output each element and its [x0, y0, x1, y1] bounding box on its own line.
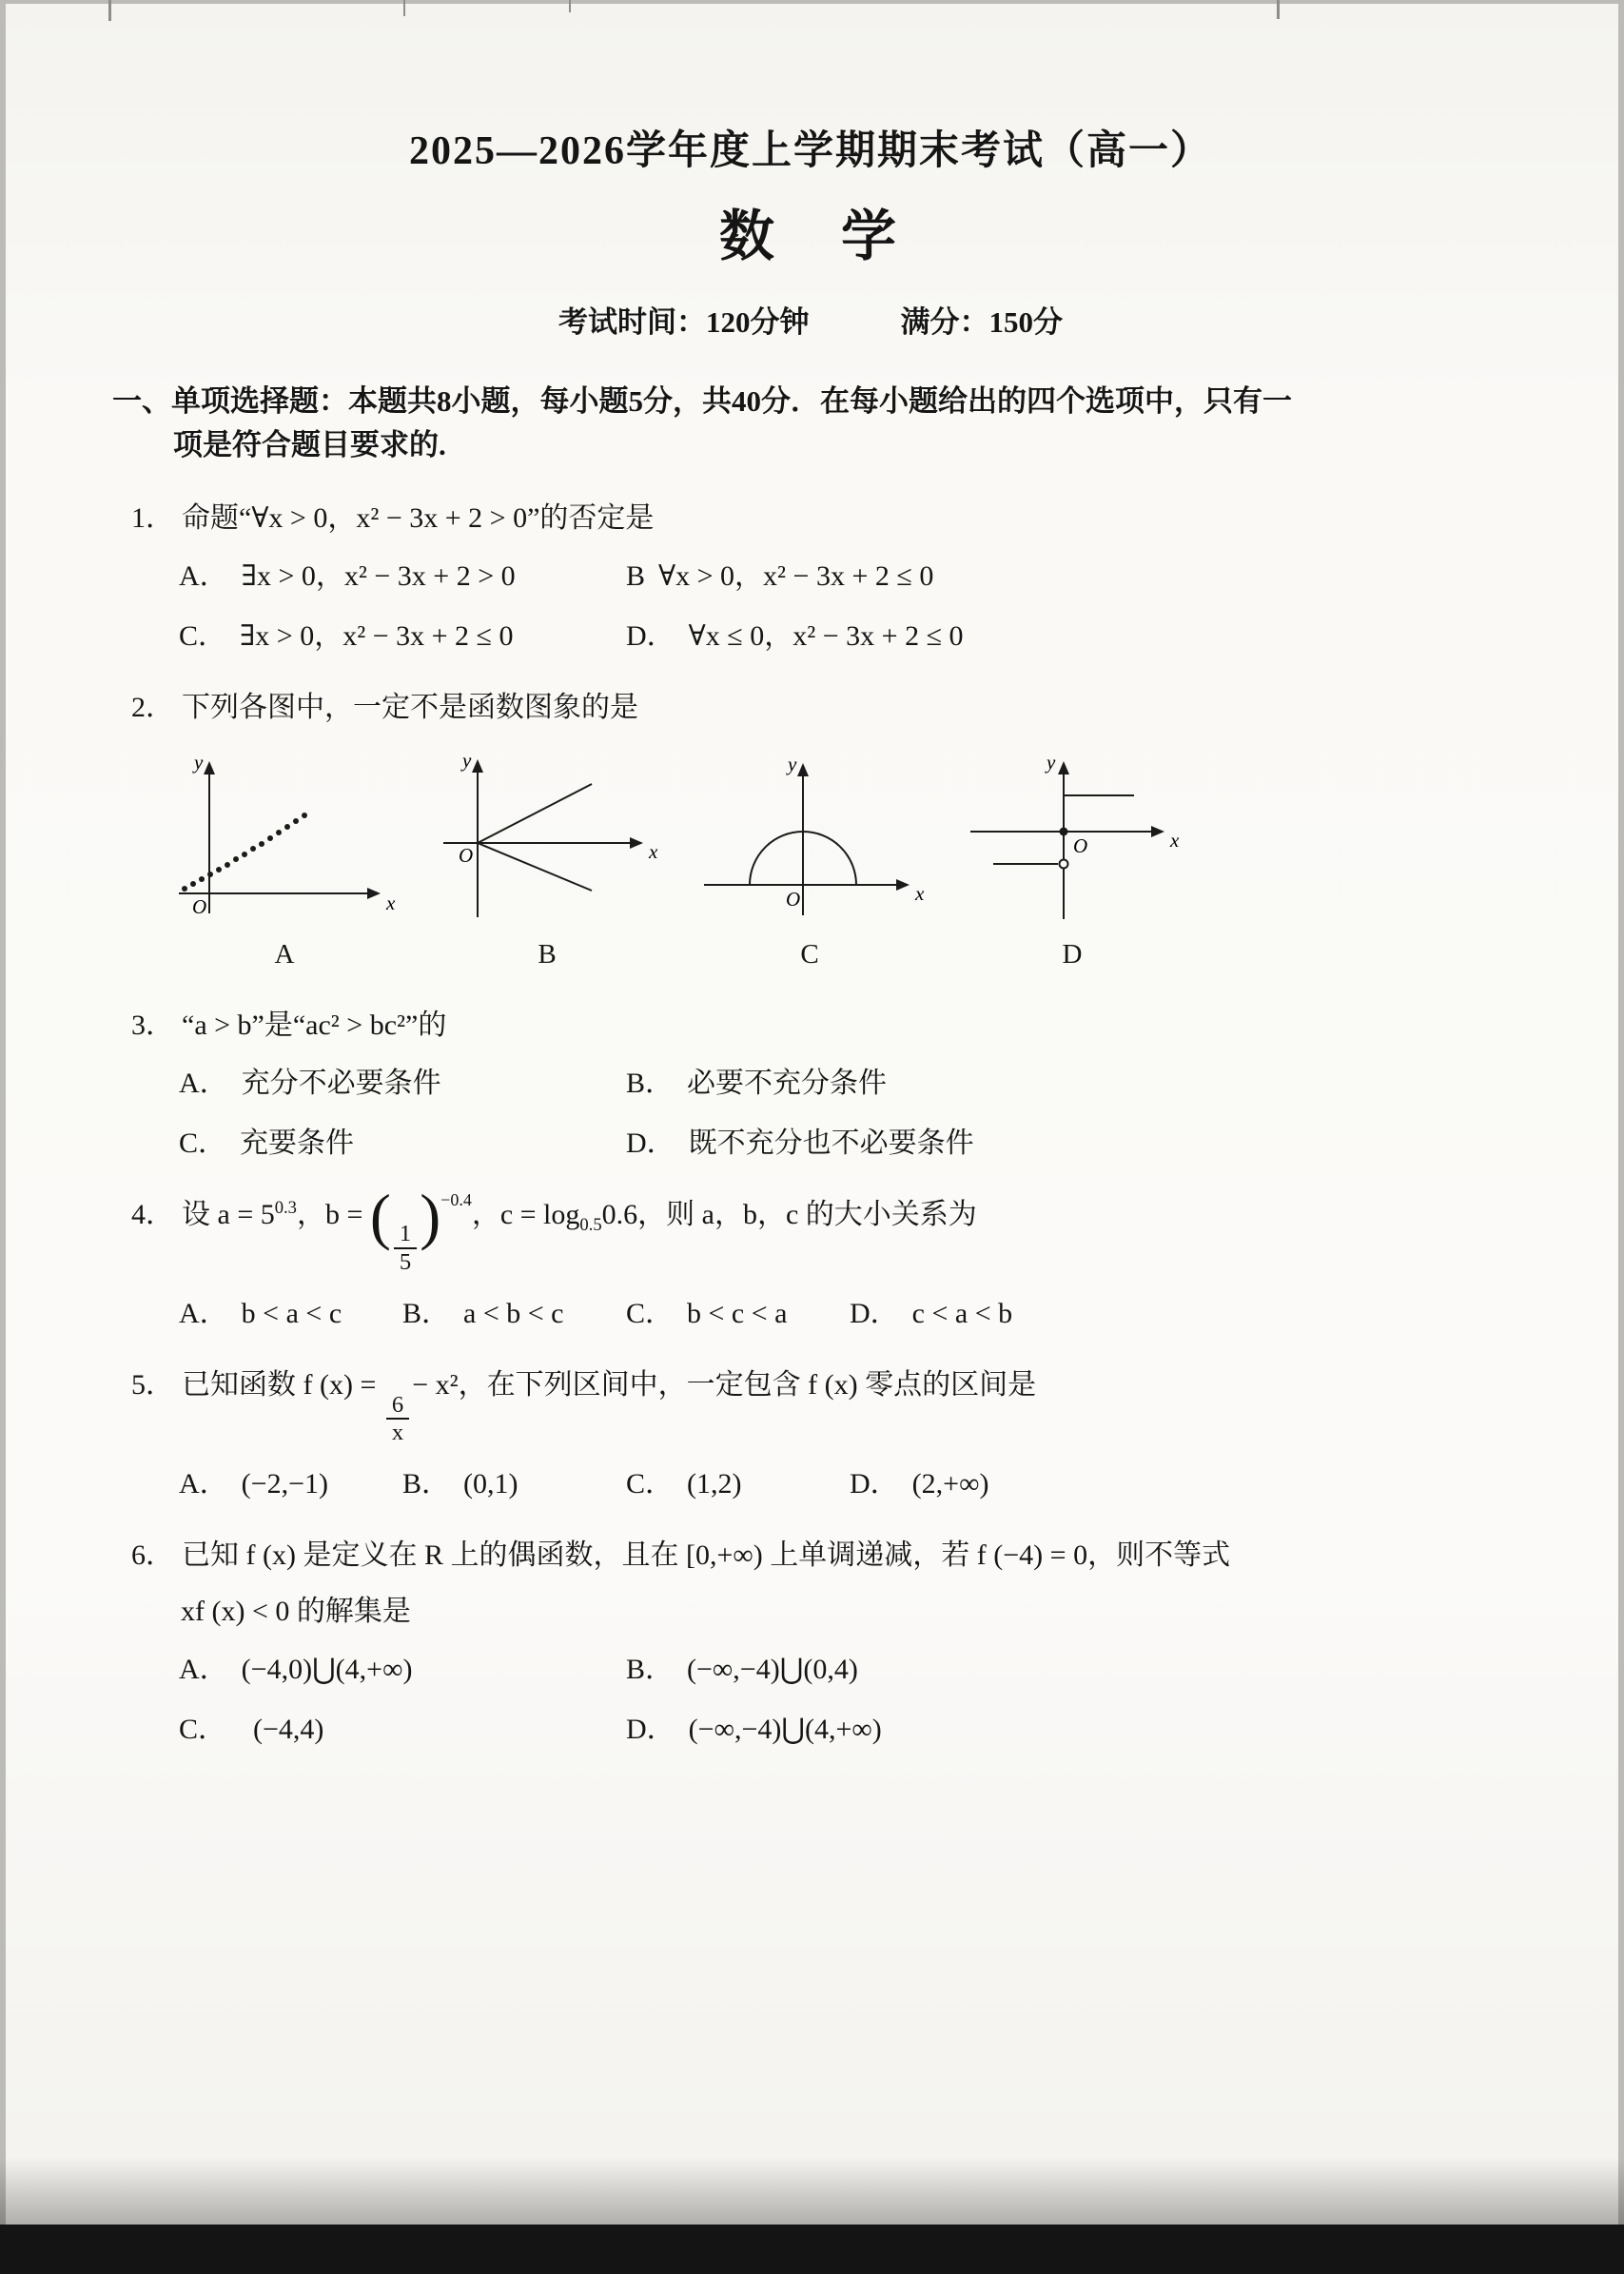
edge-mark [403, 0, 405, 16]
question-text: 下列各图中，一定不是函数图象的是 [182, 691, 638, 723]
section-heading-line1: 一、单项选择题：本题共8小题，每小题5分，共40分．在每小题给出的四个选项中，只有一 [112, 383, 1292, 418]
option-label: D． [626, 1714, 675, 1746]
origin-label: O [786, 887, 801, 911]
q6-option-d [626, 1708, 1509, 1751]
q1-option-c [179, 615, 626, 657]
q5-lead: 已知函数 f (x) = [182, 1369, 383, 1402]
question-number: 4． [131, 1199, 174, 1230]
fraction-numerator: 6 [386, 1393, 409, 1421]
exam-meta [112, 301, 1509, 345]
question-number: 2． [131, 691, 174, 723]
question-5-stem [131, 1363, 1509, 1445]
q4-option-b [402, 1292, 626, 1335]
axis-label-y: y [462, 748, 472, 772]
option-label: A． [179, 1654, 228, 1686]
q6-option-c [179, 1708, 626, 1751]
question-5 [131, 1363, 1509, 1505]
option-text: 充分不必要条件 [241, 1068, 441, 1099]
q4-tail: ，则 a，b，c 的大小关系为 [637, 1199, 977, 1230]
option-text: 必要不充分条件 [687, 1068, 888, 1099]
edge-mark [1277, 0, 1280, 19]
option-text: 既不充分也不必要条件 [688, 1127, 974, 1159]
q5-after: − x²，在下列区间中，一定包含 f (x) 零点的区间是 [412, 1369, 1037, 1402]
edge-mark [108, 0, 111, 21]
axis-label-x: x [386, 891, 396, 914]
origin-label: O [192, 894, 207, 918]
exam-subject: 数 学 [718, 206, 902, 267]
graph-b [422, 746, 672, 976]
q3-option-b [626, 1062, 1509, 1105]
option-label: A． [179, 1298, 228, 1330]
option-text: (−∞,−4)⋃(4,+∞) [688, 1714, 882, 1746]
q5-option-b [402, 1462, 626, 1505]
axis-label-y: y [788, 752, 797, 775]
graph-d [948, 746, 1197, 976]
option-text: (−4,4) [253, 1714, 324, 1746]
q5-option-c [626, 1462, 850, 1505]
q6-option-b [626, 1648, 1509, 1691]
option-text: a < b < c [463, 1298, 564, 1330]
exam-content [112, 122, 1509, 1751]
exam-title: 2025—2026学年度上学期期末考试（高一） [408, 129, 1212, 173]
question-5-options [179, 1462, 1509, 1505]
graph-a [160, 746, 409, 976]
question-number: 1． [131, 501, 174, 534]
q6-option-a [179, 1648, 626, 1691]
question-3-stem [131, 1004, 1509, 1047]
question-3 [131, 1004, 1509, 1165]
option-text: (2,+∞) [911, 1468, 989, 1500]
option-label: D． [626, 619, 675, 652]
option-text: (0,1) [463, 1468, 519, 1500]
question-6-stem [131, 1534, 1509, 1577]
question-2 [131, 686, 1509, 976]
fraction-denominator: 5 [399, 1249, 412, 1276]
option-text: b < a < c [241, 1298, 342, 1330]
option-label: C． [626, 1298, 675, 1330]
graph-d-svg [948, 746, 1197, 932]
option-label: B． [402, 1298, 451, 1330]
option-label: C． [179, 619, 227, 652]
axis-label-y: y [194, 750, 204, 774]
origin-label: O [1073, 833, 1088, 857]
fraction-numerator: 1 [394, 1222, 417, 1249]
option-text: (−2,−1) [241, 1468, 328, 1500]
graph-a-caption: A [274, 938, 295, 970]
q4-option-d [850, 1292, 1073, 1335]
option-text: ∀x ≤ 0，x² − 3x + 2 ≤ 0 [688, 619, 964, 652]
option-text: ∃x > 0，x² − 3x + 2 ≤ 0 [240, 619, 514, 652]
question-text: 命题“∀x > 0，x² − 3x + 2 > 0”的否定是 [182, 501, 655, 534]
big-paren-close: ) [420, 1182, 441, 1252]
graph-d-caption: D [1062, 938, 1083, 970]
section-heading-line2: 项是符合题目要求的. [173, 428, 446, 461]
exam-duration: 考试时间：120分钟 [558, 305, 810, 339]
option-label: D． [850, 1468, 899, 1500]
q4-c-pre: ，c = log [471, 1199, 580, 1230]
question-6 [131, 1534, 1509, 1751]
option-label: A． [179, 1068, 228, 1099]
q4-exponent-b: −0.4 [440, 1190, 472, 1210]
exam-total-score: 满分：150分 [900, 305, 1063, 339]
option-label: C． [179, 1127, 227, 1159]
q6-stem-line1: 已知 f (x) 是定义在 R 上的偶函数，且在 [0,+∞) 上单调递减，若 f (−4) = 0，则不等式 [182, 1539, 1231, 1572]
question-2-stem [131, 686, 1509, 729]
option-label: A． [179, 559, 228, 592]
option-text: ∃x > 0，x² − 3x + 2 > 0 [241, 559, 516, 592]
q3-option-a [179, 1062, 626, 1105]
option-label: B． [402, 1468, 451, 1500]
question-1-stem [131, 497, 1509, 539]
q4-option-c [626, 1292, 850, 1335]
option-text: 充要条件 [240, 1127, 355, 1159]
axis-label-y: y [1047, 750, 1056, 774]
question-1-options [179, 555, 1509, 657]
q4-c-value: 0.6 [601, 1199, 638, 1230]
question-6-options [179, 1648, 1509, 1751]
q1-option-d [626, 615, 1509, 657]
photo-bottom-edge [0, 2225, 1624, 2274]
option-text: (−∞,−4)⋃(0,4) [687, 1654, 858, 1686]
q4-b-pre: ，b = [296, 1199, 370, 1230]
question-4 [131, 1182, 1509, 1335]
q5-option-d [850, 1462, 1073, 1505]
question-number: 6． [131, 1539, 174, 1572]
q4-exponent-a: 0.3 [274, 1198, 297, 1218]
graph-c [685, 746, 934, 976]
graph-c-caption: C [800, 938, 819, 970]
q3-option-c [179, 1122, 626, 1165]
q1-option-b [626, 555, 1509, 598]
fraction-denominator: x [391, 1420, 404, 1446]
question-2-graphs [160, 746, 1509, 976]
option-text: ∀x > 0，x² − 3x + 2 ≤ 0 [658, 559, 934, 592]
graph-b-caption: B [538, 938, 557, 970]
question-text: “a > b”是“ac² > bc²”的 [182, 1010, 447, 1041]
option-label: C． [179, 1714, 227, 1746]
axis-label-x: x [915, 881, 925, 905]
option-text: (−4,0)⋃(4,+∞) [241, 1654, 413, 1686]
q4-option-a [179, 1292, 402, 1335]
q1-option-a [179, 555, 626, 598]
option-text: (1,2) [687, 1468, 742, 1500]
option-label: D． [850, 1298, 899, 1330]
option-text: c < a < b [911, 1298, 1013, 1330]
question-number: 5． [131, 1369, 174, 1402]
question-number: 3． [131, 1010, 174, 1041]
option-label: D． [626, 1127, 675, 1159]
edge-mark [569, 0, 571, 12]
graph-b-svg [422, 746, 672, 932]
q4-lead: 设 a = 5 [182, 1199, 275, 1230]
option-label: B． [626, 1654, 675, 1686]
option-label: B． [626, 1068, 675, 1099]
question-6-stem-line2: xf (x) < 0 的解集是 [181, 1596, 411, 1628]
graph-a-svg [160, 746, 409, 932]
question-4-stem [131, 1182, 1509, 1276]
q3-option-d [626, 1122, 1509, 1165]
option-label: C． [626, 1468, 675, 1500]
question-3-options [179, 1062, 1509, 1165]
fraction-one-fifth [394, 1222, 417, 1275]
q5-option-a [179, 1462, 402, 1505]
option-label: B [626, 559, 646, 592]
axis-label-x: x [1170, 828, 1180, 852]
question-1 [131, 497, 1509, 657]
q4-log-base: 0.5 [579, 1215, 602, 1235]
section-heading [112, 380, 1509, 468]
photo-bottom-shadow [0, 2158, 1624, 2225]
fraction-six-over-x [386, 1393, 409, 1446]
graph-c-svg [685, 746, 934, 932]
big-paren-open: ( [369, 1182, 391, 1252]
axis-label-x: x [649, 839, 658, 863]
origin-label: O [459, 843, 474, 867]
option-text: b < c < a [687, 1298, 788, 1330]
option-label: A． [179, 1468, 228, 1500]
question-4-options [179, 1292, 1509, 1335]
